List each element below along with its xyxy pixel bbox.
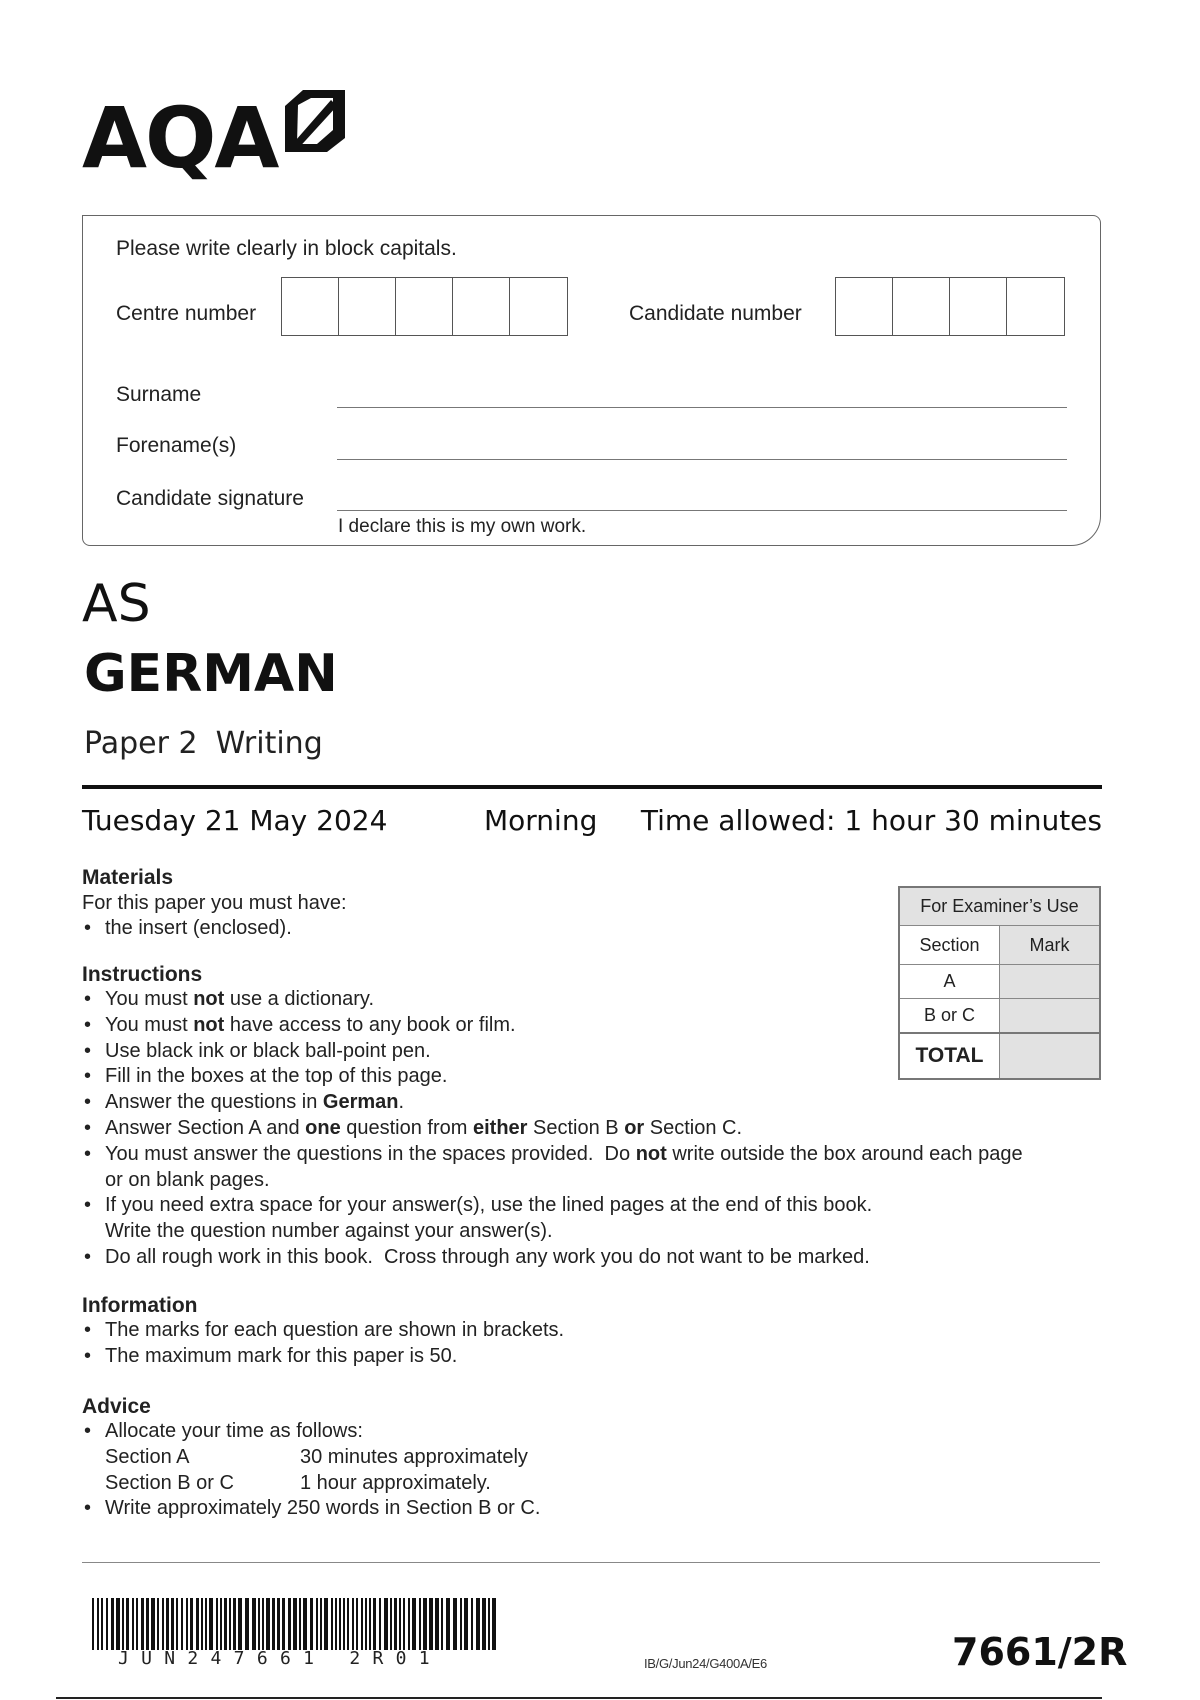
instruction-item: • Answer Section A and one question from either Section B or Section C.	[82, 1116, 1112, 1142]
candidate-digit-box[interactable]	[836, 278, 893, 335]
materials-section	[82, 866, 782, 942]
centre-number-label: Centre number	[116, 302, 257, 325]
paper-code: 7661/2R	[952, 1630, 1128, 1674]
declaration-text: I declare this is my own work.	[338, 516, 587, 537]
advice-item	[82, 1419, 982, 1496]
subject-title: GERMAN	[84, 644, 338, 704]
advice-section-a-time: 30 minutes approximately	[300, 1445, 528, 1468]
bottom-rule	[56, 1697, 1102, 1699]
surname-label: Surname	[116, 383, 202, 406]
instruction-item: • You must not have access to any book or film.	[82, 1013, 1112, 1039]
instructions-heading: Instructions	[82, 963, 203, 986]
signature-label: Candidate signature	[116, 487, 304, 510]
information-item: • The marks for each question are shown in brackets.	[82, 1318, 982, 1344]
advice-section-a: Section A	[105, 1445, 190, 1468]
centre-digit-box[interactable]	[339, 278, 396, 335]
materials-heading: Materials	[82, 866, 174, 889]
candidate-digit-box[interactable]	[893, 278, 950, 335]
instructions-section	[82, 963, 1112, 1271]
centre-digit-box[interactable]	[396, 278, 453, 335]
advice-section-bc-time: 1 hour approximately.	[300, 1471, 491, 1494]
advice-allocate: • Allocate your time as follows:	[105, 1420, 363, 1442]
logo-text: AQA	[82, 89, 278, 187]
centre-digit-box[interactable]	[510, 278, 567, 335]
centre-digit-box[interactable]	[453, 278, 510, 335]
barcode-icon	[92, 1598, 502, 1650]
centre-number-boxes[interactable]	[281, 277, 568, 336]
total-cell: TOTAL	[900, 1034, 1000, 1078]
signature-line[interactable]	[337, 510, 1067, 511]
information-section	[82, 1294, 982, 1370]
candidate-digit-box[interactable]	[950, 278, 1007, 335]
advice-section-bc: Section B or C	[105, 1471, 234, 1494]
forenames-label: Forename(s)	[116, 434, 237, 457]
forenames-line[interactable]	[337, 459, 1067, 460]
advice-section	[82, 1395, 982, 1522]
qualification-level: AS	[82, 574, 151, 634]
candidate-number-boxes[interactable]	[835, 277, 1065, 336]
examiner-table-title: For Examiner’s Use	[900, 888, 1099, 926]
mark-header: Mark	[1000, 926, 1099, 964]
materials-intro: For this paper you must have:	[82, 892, 347, 914]
time-allowed: Time allowed: 1 hour 30 minutes	[640, 804, 1102, 837]
instruction-item: • If you need extra space for your answer(s), use the lined pages at the end of this book. Write the question number against your answer(s).	[82, 1193, 1112, 1245]
candidate-number-label: Candidate number	[629, 302, 802, 325]
advice-heading: Advice	[82, 1395, 151, 1418]
instruction-item: • Do all rough work in this book. Cross through any work you do not want to be marked.	[82, 1245, 1112, 1271]
instruction-item: • Answer the questions in German.	[82, 1090, 1112, 1116]
advice-item: • Write approximately 250 words in Section B or C.	[82, 1496, 982, 1522]
centre-digit-box[interactable]	[282, 278, 339, 335]
candidate-digit-box[interactable]	[1007, 278, 1064, 335]
information-item: • The maximum mark for this paper is 50.	[82, 1344, 982, 1370]
instruction-item: • You must answer the questions in the spaces provided. Do not write outside the box around each page or on blank pages.	[82, 1142, 1112, 1194]
footer-divider	[82, 1562, 1100, 1563]
paper-number: Paper 2	[84, 726, 198, 761]
aqa-leaf-icon	[285, 90, 345, 152]
block-capitals-instruction: Please write clearly in block capitals.	[116, 237, 457, 260]
exam-session: Morning	[484, 804, 598, 837]
section-bc-cell: B or C	[900, 999, 1000, 1032]
information-heading: Information	[82, 1294, 198, 1317]
aqa-logo	[82, 89, 352, 187]
paper-component: Writing	[215, 726, 323, 761]
instruction-item: • Fill in the boxes at the top of this page.	[82, 1064, 1112, 1090]
surname-line[interactable]	[337, 407, 1067, 408]
barcode-number: JUN247661 2R01	[118, 1648, 442, 1669]
title-divider	[82, 785, 1102, 789]
exam-date: Tuesday 21 May 2024	[82, 804, 388, 837]
instruction-item: • Use black ink or black ball-point pen.	[82, 1039, 1112, 1065]
section-a-cell: A	[900, 965, 1000, 998]
section-header: Section	[900, 926, 1000, 964]
instruction-item: • You must not use a dictionary.	[82, 987, 1112, 1013]
paper-title	[84, 726, 323, 761]
materials-item: • the insert (enclosed).	[82, 916, 782, 942]
document-reference: IB/G/Jun24/G400A/E6	[644, 1656, 767, 1671]
